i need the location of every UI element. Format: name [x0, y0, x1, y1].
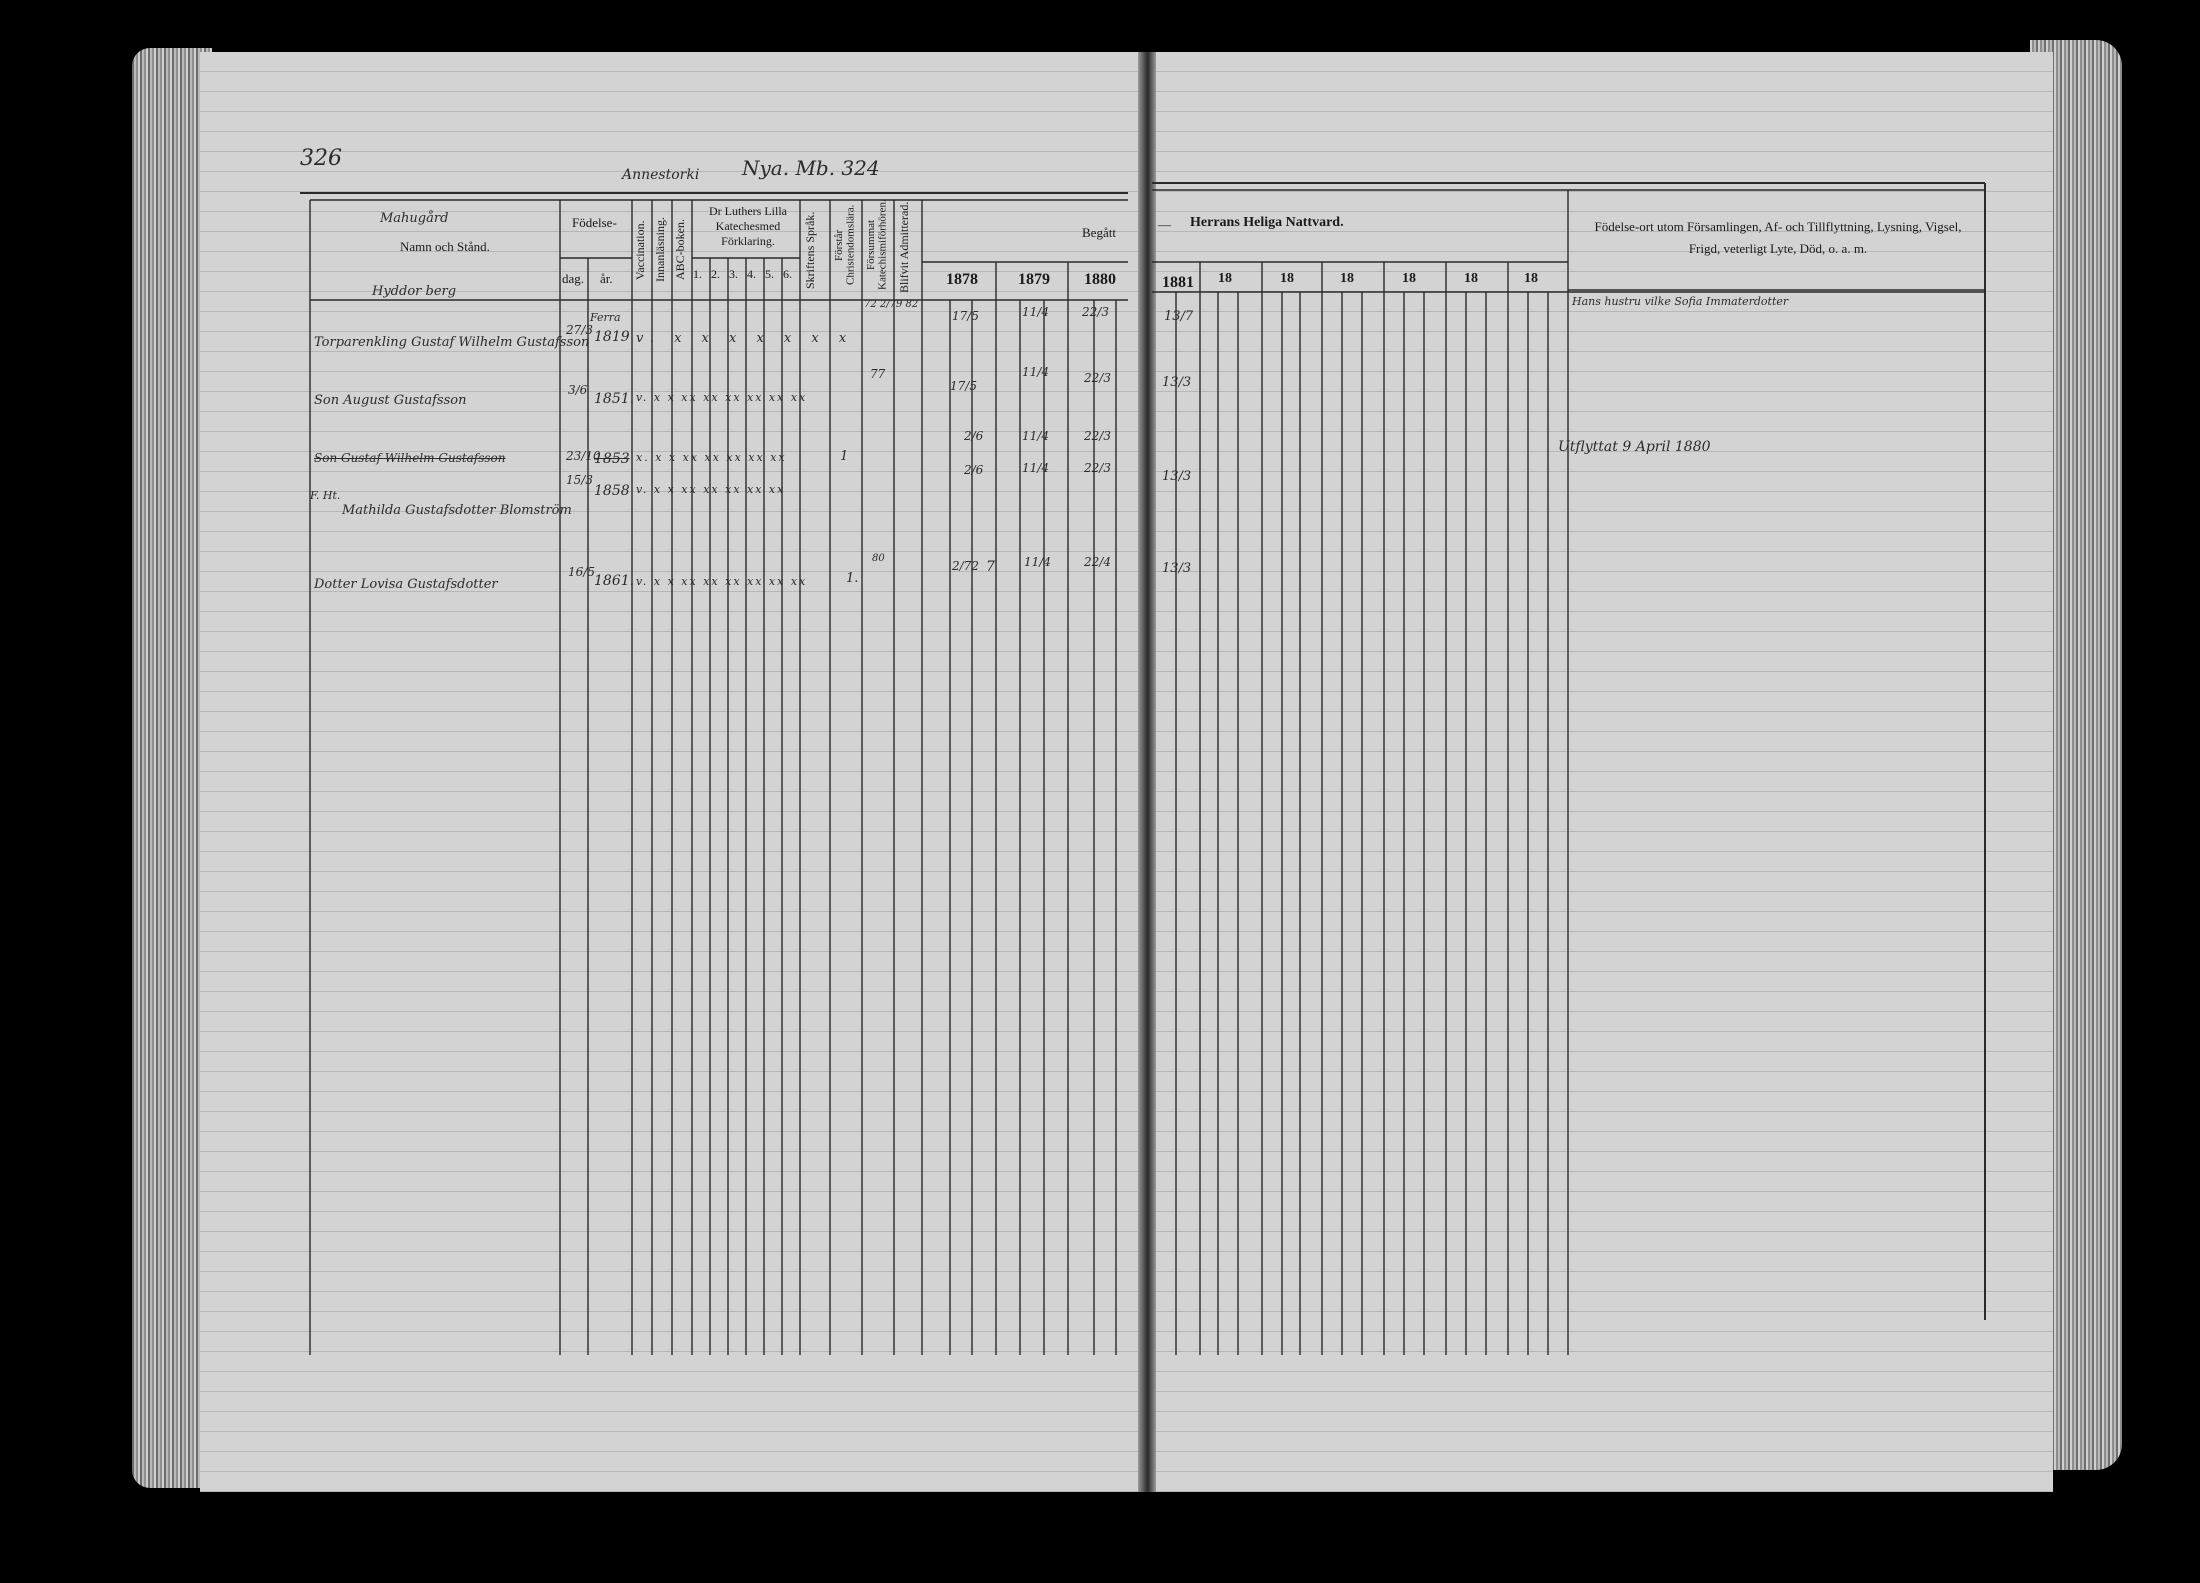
col-name-header: Namn och Stånd.	[400, 239, 490, 254]
cat-3: 3.	[729, 267, 738, 281]
row-christendom: 1.	[846, 571, 859, 586]
col-birth-header: Födelse-	[572, 215, 617, 230]
row-1878: 2/6	[964, 429, 984, 443]
row-birth-day: 23/10	[566, 449, 601, 463]
col-catechism-hearing: Försummat Katechismiförhören.	[865, 199, 889, 291]
year-col-10: 18	[1524, 271, 1538, 286]
row-1879: 11/4	[1022, 305, 1049, 319]
row-hearing-note: 77	[870, 367, 886, 381]
row-prefix: F. Ht.	[310, 489, 341, 502]
row-marks: x. x x xx xx xx xx xx	[636, 451, 787, 464]
row-christendom: 1	[840, 449, 849, 464]
row-1878: 17/5	[952, 309, 979, 323]
row-remark: Hans hustru vilke Sofia Immaterdotter	[1572, 295, 1789, 308]
row-1880: 22/3	[1084, 461, 1111, 475]
row-remark: Utflyttat 9 April 1880	[1558, 439, 1711, 455]
page-number: 326	[300, 146, 342, 171]
year-col-5: 18	[1218, 271, 1232, 286]
row-marks: v. x x xx xx xx xx xx	[636, 483, 786, 496]
row-name: Torparenkling Gustaf Wilhelm Gustafsson	[314, 335, 590, 350]
col-catechism: Dr Luthers Lilla Katechesmed Förklaring.	[709, 204, 787, 248]
col-communion: Herrans Heliga Nattvard.	[1190, 215, 1344, 230]
col-remarks: Födelse-ort utom Församlingen, Af- och Tillflyttning, Lysning, Vigsel, Frigd, veterligt Lyte, Död, o. a. m.	[1594, 219, 1962, 257]
cat-6: 6.	[783, 267, 792, 281]
row-1881: 13/3	[1162, 469, 1192, 484]
row-1880: 22/3	[1084, 371, 1111, 385]
col-birth-year: år.	[600, 271, 613, 286]
row-1879: 11/4	[1024, 555, 1051, 569]
row-marks: v. x x xx xx xx xx xx xx	[636, 391, 808, 404]
row-1880: 22/3	[1084, 429, 1111, 443]
col-admitted: Blifvit Admitterad.	[897, 201, 911, 294]
row-1878-mark: 7	[986, 559, 995, 575]
year-1879: 1879	[1018, 271, 1050, 288]
row-birth-year: 1861.	[594, 573, 635, 589]
row-1879: 11/4	[1022, 461, 1049, 475]
row-name: Dotter Lovisa Gustafsdotter	[314, 577, 498, 592]
row-1879: 11/4	[1022, 365, 1049, 379]
farm-name: Mahugård	[380, 211, 449, 226]
row-birth-year: 1851.	[594, 391, 635, 407]
row-birth-year: 1853	[594, 451, 630, 467]
row-birth-year: 1819	[594, 329, 630, 345]
row-marks: v. x x xx xx xx xx xx xx	[636, 575, 808, 588]
parish-name: Annestorki	[622, 167, 700, 183]
row-1879: 11/4	[1022, 429, 1049, 443]
col-vaccination: Vaccination.	[633, 220, 647, 280]
col-christendom: Förstår Christendomslära.	[833, 204, 857, 286]
row-birth-day: 3/6	[568, 383, 588, 397]
cat-5: 5.	[765, 267, 774, 281]
row-marks: v. x x x x x x x	[636, 331, 855, 346]
row-1880: 22/4	[1084, 555, 1111, 569]
reference-number: Nya. Mb. 324	[742, 156, 880, 180]
row-hearing-note: 72 2/79 82	[864, 299, 919, 310]
year-1878: 1878	[946, 271, 978, 288]
cat-1: 1.	[693, 267, 702, 281]
year-col-7: 18	[1340, 271, 1354, 286]
row-birth-year: 1858	[594, 483, 630, 499]
row-name: Son August Gustafsson	[314, 393, 467, 408]
row-1878: 2/6	[964, 463, 984, 477]
row-hearing-note: 80	[872, 553, 885, 564]
row-birth-day: 15/3	[566, 473, 593, 487]
row-1881: 13/3	[1162, 375, 1192, 390]
row-1880: 22/3	[1082, 305, 1109, 319]
row-birth-day: 16/5	[568, 565, 595, 579]
col-abc: ABC-boken.	[673, 219, 687, 281]
year-col-6: 18	[1280, 271, 1294, 286]
year-1880: 1880	[1084, 271, 1116, 288]
row-birth-day: 27/3	[566, 323, 593, 337]
col-scripture: Skriftens Språk.	[803, 211, 817, 289]
row-1881: 13/3	[1162, 561, 1192, 576]
cat-2: 2.	[711, 267, 720, 281]
row-1878: 17/5	[950, 379, 977, 393]
col-reading: Innanläsning.	[653, 217, 667, 283]
cat-4: 4.	[747, 267, 756, 281]
row-name: Son Gustaf Wilhelm Gustafsson	[314, 451, 506, 465]
col-begatt: Begått	[1082, 225, 1116, 240]
year-col-8: 18	[1402, 271, 1416, 286]
row-1881: 13/7	[1164, 309, 1194, 324]
row-1878: 2/72	[952, 559, 979, 573]
header-dash: —	[1158, 217, 1171, 232]
col-birth-day: dag.	[562, 271, 585, 286]
sub-location: Hyddor berg	[372, 284, 457, 299]
year-1881: 1881	[1162, 274, 1194, 291]
row-name: Mathilda Gustafsdotter Blomström	[342, 503, 572, 518]
year-col-9: 18	[1464, 271, 1478, 286]
row-year-note: Ferra	[590, 311, 621, 324]
